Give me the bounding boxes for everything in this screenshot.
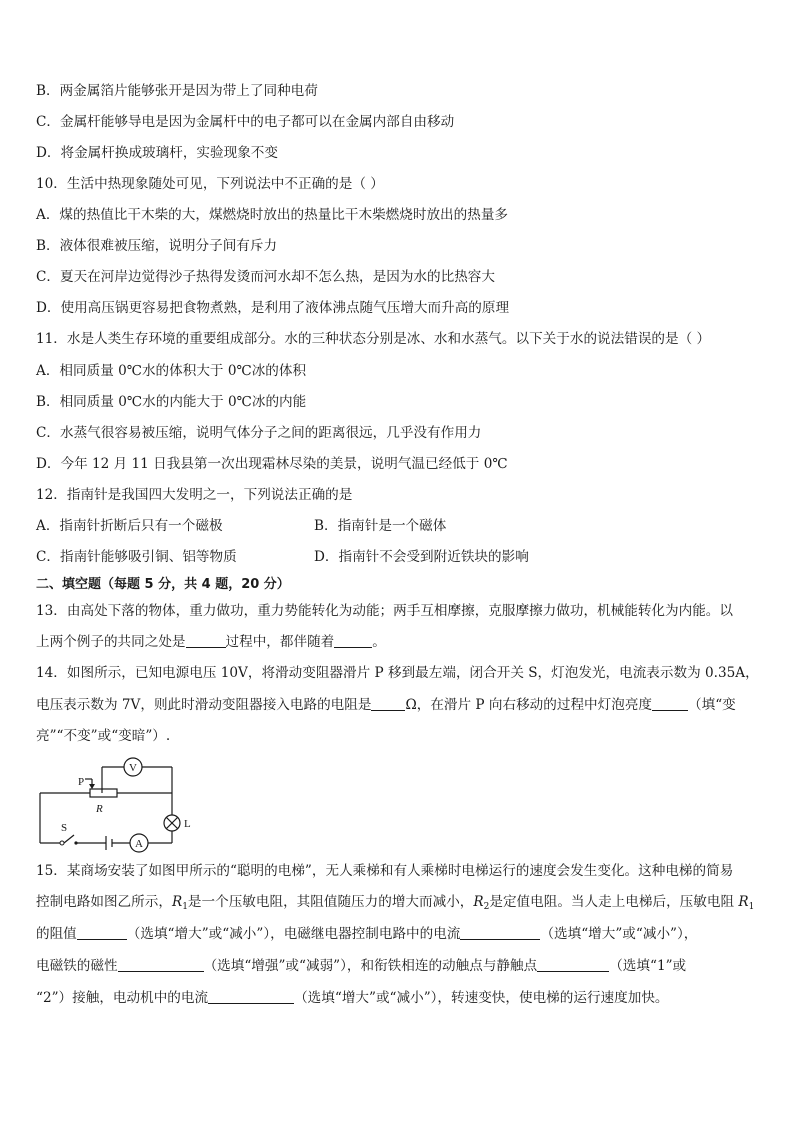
q13-line2 bbox=[36, 633, 386, 651]
q11-option-b: B．相同质量 0℃水的内能大于 0℃冰的内能 bbox=[36, 394, 307, 410]
q15-text-i: （选填“1”或 bbox=[609, 958, 687, 974]
q15-text-g: 电磁铁的磁性 bbox=[36, 958, 118, 974]
q13-line1: 13．由高处下落的物体，重力做功，重力势能转化为动能；两手互相摩擦，克服摩擦力做功，机械能转化为内能。以 bbox=[36, 603, 733, 619]
q15-text-b: 是一个压敏电阻，其阻值随压力的增大而减小， bbox=[187, 894, 474, 910]
q15-blank-2 bbox=[460, 926, 540, 940]
q10-option-d: D．使用高压锅更容易把食物煮熟，是利用了液体沸点随气压增大而升高的原理 bbox=[36, 300, 510, 316]
q9-option-b: B．两金属箔片能够张开是因为带上了同种电荷 bbox=[36, 83, 318, 99]
voltmeter-label: V bbox=[129, 762, 137, 774]
q15-text-d: 的阻值 bbox=[36, 926, 77, 942]
q14-line1: 14．如图所示，已知电源电压 10V，将滑动变阻器滑片 P 移到最左端，闭合开关 S，灯泡发光，电流表示数为 0.35A， bbox=[36, 665, 759, 681]
q12-option-b: B．指南针是一个磁体 bbox=[314, 518, 447, 534]
section-title: 二、填空题（每题 5 分，共 4 题，20 分） bbox=[36, 577, 290, 592]
q11-option-d: D．今年 12 月 11 日我县第一次出现霜林尽染的美景，说明气温已经低于 0℃ bbox=[36, 456, 508, 472]
r2-subscript: 2 bbox=[483, 902, 490, 912]
q14-line3: 亮”“不变”或“变暗”）. bbox=[36, 728, 171, 744]
q9-option-d: D．将金属杆换成玻璃杆，实验现象不变 bbox=[36, 145, 278, 161]
q13-text-c: 。 bbox=[372, 634, 386, 650]
q15-line2 bbox=[36, 893, 754, 916]
q12-option-a: A．指南针折断后只有一个磁极 bbox=[36, 518, 223, 534]
r1-subscript: 1 bbox=[182, 902, 188, 912]
q15-blank-3 bbox=[118, 958, 204, 972]
r2-symbol: R bbox=[473, 894, 484, 910]
q15-text-k: （选填“增大”或“减小”），转速变快，使电梯的运行速度加快。 bbox=[294, 990, 669, 1006]
q14-text-a: 电压表示数为 7V，则此时滑动变阻器接入电路的电阻是 bbox=[36, 697, 372, 713]
r1-symbol: R bbox=[171, 894, 183, 910]
q15-blank-1 bbox=[77, 926, 127, 940]
q14-text-b: Ω，在滑片 P 向右移动的过程中灯泡亮度 bbox=[405, 697, 653, 713]
q10-option-c: C．夏天在河岸边觉得沙子热得发烫而河水却不怎么热，是因为水的比热容大 bbox=[36, 269, 495, 285]
q15-text-c: 是定值电阻。当人走上电梯后，压敏电阻 bbox=[489, 894, 735, 910]
q12-stem: 12．指南针是我国四大发明之一，下列说法正确的是 bbox=[36, 487, 353, 503]
q15-blank-4 bbox=[537, 958, 609, 972]
q12-option-c: C．指南针能够吸引铜、铝等物质 bbox=[36, 549, 237, 565]
r1-subscript-2: 1 bbox=[748, 902, 755, 912]
q9-option-c: C．金属杆能够导电是因为金属杆中的电子都可以在金属内部自由移动 bbox=[36, 114, 455, 130]
q10-stem: 10．生活中热现象随处可见，下列说法中不正确的是（ ） bbox=[36, 176, 384, 192]
q13-blank-1 bbox=[186, 634, 226, 648]
q14-blank-2 bbox=[652, 697, 688, 711]
lamp-label-l: L bbox=[184, 818, 191, 830]
r1-symbol-2: R bbox=[738, 894, 749, 910]
q10-option-b: B．液体很难被压缩，说明分子间有斥力 bbox=[36, 238, 278, 254]
q14-blank-1 bbox=[371, 697, 405, 711]
q15-text-j: “2”）接触，电动机中的电流 bbox=[36, 990, 209, 1006]
rheostat-label-r: R bbox=[96, 803, 103, 815]
q15-text-h: （选填“增强”或“减弱”），和衔铁相连的动触点与静触点 bbox=[203, 958, 538, 974]
q14-line2 bbox=[36, 696, 736, 714]
q15-line5 bbox=[36, 989, 669, 1007]
ammeter-label: A bbox=[135, 838, 143, 850]
q11-stem: 11．水是人类生存环境的重要组成部分。水的三种状态分别是冰、水和水蒸气。以下关于水的说法错误的是（ ） bbox=[36, 331, 711, 347]
q13-blank-2 bbox=[334, 634, 372, 648]
q15-text-e: （选填“增大”或“减小”），电磁继电器控制电路中的电流 bbox=[126, 926, 461, 942]
q15-line1: 15．某商场安装了如图甲所示的“聪明的电梯”，无人乘梯和有人乘梯时电梯运行的速度会发生变化。这种电梯的简易 bbox=[36, 863, 734, 879]
q11-option-c: C．水蒸气很容易被压缩，说明气体分子之间的距离很远，几乎没有作用力 bbox=[36, 425, 482, 441]
circuit-diagram bbox=[30, 755, 200, 855]
q15-blank-5 bbox=[208, 990, 294, 1004]
rheostat-r bbox=[90, 789, 117, 797]
q15-text-a: 控制电路如图乙所示， bbox=[36, 894, 172, 910]
q12-option-d: D．指南针不会受到附近铁块的影响 bbox=[314, 549, 529, 565]
q15-line4 bbox=[36, 957, 686, 975]
q11-option-a: A．相同质量 0℃水的体积大于 0℃冰的体积 bbox=[36, 363, 307, 379]
q15-line3 bbox=[36, 925, 697, 943]
q14-text-c: （填“变 bbox=[688, 697, 736, 713]
switch-label-s: S bbox=[61, 822, 68, 834]
q10-option-a: A．煤的热值比干木柴的大，煤燃烧时放出的热量比干木柴燃烧时放出的热量多 bbox=[36, 207, 509, 223]
q13-text-b: 过程中，都伴随着 bbox=[225, 634, 335, 650]
slider-label-p: P bbox=[78, 776, 85, 788]
q13-text-a: 上两个例子的共同之处是 bbox=[36, 634, 186, 650]
q15-text-f: （选填“增大”或“减小”）， bbox=[540, 926, 698, 942]
